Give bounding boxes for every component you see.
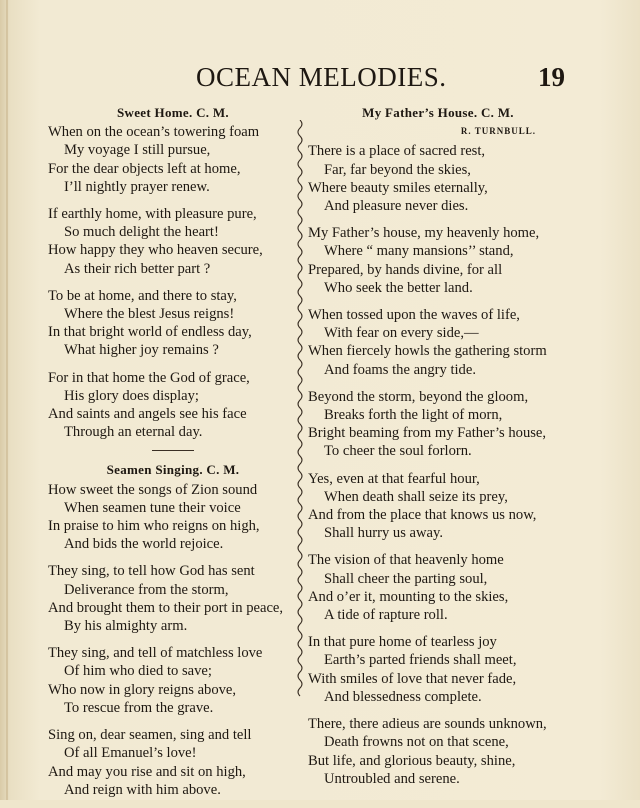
verse-line: And blessedness complete. — [324, 688, 482, 705]
verse-line: Where the blest Jesus reigns! — [64, 306, 235, 323]
verse-line: When tossed upon the waves of life, — [308, 307, 520, 324]
stanza — [308, 388, 568, 461]
verse-line: To rescue from the grave. — [64, 699, 214, 716]
verse-line: His glory does display; — [64, 387, 199, 404]
song-title: Sweet Home. C. M. — [117, 105, 229, 120]
verse-line: Earth’s parted friends shall meet, — [324, 652, 517, 669]
stanza — [48, 481, 298, 554]
section-divider — [152, 450, 194, 451]
stanza — [48, 123, 298, 196]
verse-line: For the dear objects left at home, — [48, 160, 241, 177]
song-sweet-home — [48, 104, 298, 441]
verse-line: Who seek the better land. — [324, 279, 473, 296]
verse-line: They sing, and tell of matchless love — [48, 645, 263, 662]
stanza — [48, 369, 298, 442]
left-column — [48, 104, 298, 808]
stanza — [48, 726, 298, 799]
verse-line: Beyond the storm, beyond the gloom, — [308, 388, 529, 405]
verse-line: There, there adieus are sounds unknown, — [308, 716, 547, 733]
verse-line: How sweet the songs of Zion sound — [48, 481, 258, 498]
verse-line: Where “ many mansions’’ stand, — [324, 243, 514, 260]
verse-line: Yes, even at that fearful hour, — [308, 470, 480, 487]
verse-line: When death shall seize its prey, — [324, 488, 508, 505]
verse-line: With fear on every side,— — [324, 325, 479, 342]
verse-line: So much delight the heart! — [64, 224, 219, 241]
verse-line: Through an eternal day. — [64, 424, 203, 441]
verse-line: Death frowns not on that scene, — [324, 734, 509, 751]
stanza — [48, 287, 298, 360]
verse-line: To cheer the soul forlorn. — [324, 443, 472, 460]
page-header — [0, 62, 640, 98]
verse-line: And reign with him above. — [64, 781, 221, 798]
verse-line: As their rich better part ? — [64, 260, 211, 277]
verse-line: How happy they who heaven secure, — [48, 242, 263, 259]
verse-line: When seamen tune their voice — [64, 499, 241, 516]
verse-line: And pleasure never dies. — [324, 198, 469, 215]
verse-line: And brought them to their port in peace, — [48, 599, 284, 616]
verse-line: My Father’s house, my heavenly home, — [308, 225, 540, 242]
verse-line: And saints and angels see his face — [48, 406, 247, 423]
running-title: OCEAN MELODIES. — [196, 62, 447, 92]
verse-line: There is a place of sacred rest, — [308, 143, 486, 160]
verse-line: The vision of that heavenly home — [308, 552, 504, 569]
verse-line: A tide of rapture roll. — [324, 607, 448, 624]
verse-line: In that bright world of endless day, — [48, 324, 252, 341]
verse-line: Far, far beyond the skies, — [324, 161, 471, 178]
verse-line: Sing on, dear seamen, sing and tell — [48, 727, 252, 744]
stanza — [308, 633, 568, 706]
verse-line: Untroubled and serene. — [324, 770, 460, 787]
song-author: R. TURNBULL. — [460, 126, 536, 137]
verse-line: Who now in glory reigns above, — [48, 681, 237, 698]
stanza — [48, 205, 298, 278]
verse-line: But life, and glorious beauty, shine, — [308, 752, 516, 769]
wavy-column-rule — [294, 120, 306, 700]
verse-line: Where beauty smiles eternally, — [308, 179, 488, 196]
verse-line: Of all Emanuel’s love! — [64, 745, 197, 762]
verse-line: What higher joy remains ? — [64, 342, 219, 359]
verse-line: Of him who died to save; — [64, 663, 212, 680]
verse-line: By his almighty arm. — [64, 618, 188, 635]
song-my-fathers-house — [308, 104, 568, 788]
verse-line: Deliverance from the storm, — [64, 581, 229, 598]
stanza — [308, 470, 568, 543]
verse-line: Bright beaming from my Father’s house, — [308, 425, 547, 442]
verse-line: Shall cheer the parting soul, — [324, 570, 488, 587]
stanza — [308, 715, 568, 788]
stanza — [308, 306, 568, 379]
verse-line: In praise to him who reigns on high, — [48, 518, 260, 535]
verse-line: I’ll nightly prayer renew. — [64, 178, 210, 195]
page-spine-shadow — [6, 0, 8, 800]
stanza — [308, 551, 568, 624]
verse-line: Prepared, by hands divine, for all — [308, 261, 503, 278]
song-seamen-singing — [48, 461, 298, 798]
verse-line: They sing, to tell how God has sent — [48, 563, 255, 580]
stanza — [308, 224, 568, 297]
verse-line: To be at home, and there to stay, — [48, 287, 237, 304]
verse-line: And from the place that knows us now, — [308, 507, 537, 524]
verse-line: With smiles of love that never fade, — [308, 670, 517, 687]
verse-line: Shall hurry us away. — [324, 525, 444, 542]
verse-line: For in that home the God of grace, — [48, 369, 250, 386]
stanza — [48, 644, 298, 717]
right-column — [308, 104, 568, 797]
verse-line: And o’er it, mounting to the skies, — [308, 588, 509, 605]
verse-line: And bids the world rejoice. — [64, 536, 224, 553]
verse-line: When on the ocean’s towering foam — [48, 124, 260, 141]
page-number: 19 — [538, 62, 565, 92]
stanza — [308, 142, 568, 215]
verse-line: When fiercely howls the gathering storm — [308, 343, 547, 360]
verse-line: And may you rise and sit on high, — [48, 763, 246, 780]
verse-line: If earthly home, with pleasure pure, — [48, 206, 257, 223]
verse-line: And foams the angry tide. — [324, 361, 476, 378]
song-title: My Father’s House. C. M. — [362, 105, 514, 120]
verse-line: My voyage I still pursue, — [64, 142, 211, 159]
verse-line: In that pure home of tearless joy — [308, 634, 497, 651]
stanza — [48, 562, 298, 635]
verse-line: Breaks forth the light of morn, — [324, 407, 503, 424]
song-title: Seamen Singing. C. M. — [106, 462, 240, 478]
